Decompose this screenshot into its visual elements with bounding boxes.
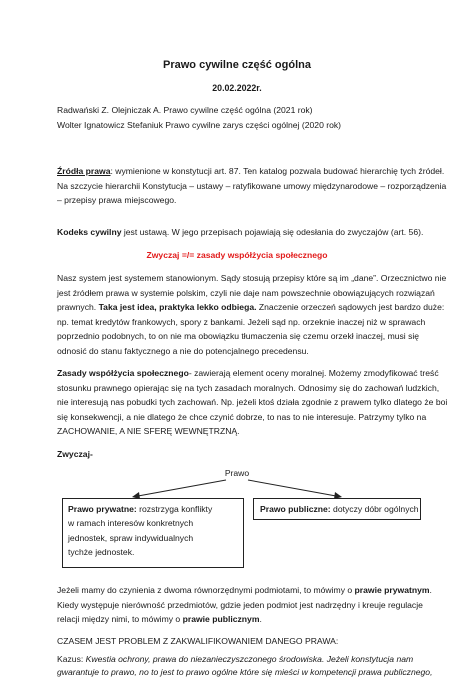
- zasady-line-2: stosunku prawnego opierając się na tych zasadach moralnych. Odnosimy się do zachowań ludzkich,: [57, 383, 440, 393]
- kazus-text-1: Kwestia ochrony, prawa do niezanieczyszczonego środowiska. Jeżeli konstytucja nam: [85, 654, 414, 664]
- precedent-line-3-post: Znaczenie orzeczeń sądowych jest bardzo duże:: [256, 302, 445, 312]
- precedent-line-2: jest źródłem prawa w systemie polskim, czyli nie daje nam powszechnie obowiązujących rozwiązań: [57, 288, 435, 298]
- zwyczaj-rule: Zwyczaj =/= zasady współżycia społecznego: [146, 250, 328, 260]
- pp-line-3-post: .: [259, 614, 262, 624]
- precedent-emphasis: Taka jest idea, praktyka lekko odbiega.: [98, 302, 257, 312]
- pp-line-3-pre: relacji między nimi, to mówimy o: [57, 614, 183, 624]
- document-date: 20.02.2022r.: [212, 83, 262, 93]
- private-public-line-2: Kiedy występuje nierówność przedmiotów, gdzie jeden podmiot jest nadrzędny i kreuje regulacje: [57, 600, 423, 610]
- private-law-line-3: jednostek, spraw indywidualnych: [68, 533, 194, 543]
- precedent-line-1: Nasz system jest systemem stanowionym. Sądy stosują przepisy które są im „dane”. Orzecznictwo nie: [57, 273, 447, 283]
- reference-2: Wolter Ignatowicz Stefaniuk Prawo cywilne zarys części ogólnej (2020 rok): [57, 120, 342, 130]
- zwyczaj-heading: Zwyczaj-: [57, 449, 93, 459]
- zasady-line-5: ZACHOWANIE, A NIE SFERĘ WEWNĘTRZNĄ.: [57, 426, 240, 436]
- public-law-text: dotyczy dóbr ogólnych: [330, 504, 419, 514]
- private-law-line-4: tychże jednostek.: [68, 547, 135, 557]
- kazus-label: Kazus:: [57, 654, 86, 664]
- kodeks-text: jest ustawą. W jego przepisach pojawiają się odesłania do zwyczajów (art. 56).: [121, 227, 424, 237]
- private-public-line-3: [57, 612, 262, 627]
- private-law-label: Prawo prywatne:: [68, 504, 137, 514]
- private-law-line-2: w ramach interesów konkretnych: [68, 518, 194, 528]
- zasady-label: Zasady współżycia społecznego: [57, 368, 189, 378]
- precedent-line-6: odnosić do stanu faktycznego a nie do potencjalnego precedensu.: [57, 346, 309, 356]
- pp-line-1-post: .: [429, 585, 432, 595]
- arrow-to-private: [138, 480, 226, 496]
- private-law-text-1: rozstrzyga konflikty: [136, 504, 213, 514]
- zasady-line-4: się konsekwencji, a nie dlatego że chce czynić dobrze, to nas to nie interesuje. Patrzymy tylko na: [57, 412, 427, 422]
- public-law-label: Prawo publiczne:: [260, 504, 331, 514]
- private-law-line-1: [68, 502, 212, 517]
- sources-text: : wymienione w konstytucji art. 87. Ten katalog pozwala budować hierarchię tych źródeł.: [110, 166, 445, 176]
- zasady-line-3: nie interesują nas pobudki tych zachowań. Np. jeżeli ktoś działa zgodnie z prawem tylko dlatego że boi: [57, 397, 448, 407]
- caps-heading: CZASEM JEST PROBLEM Z ZAKWALIFIKOWANIEM DANEGO PRAWA:: [57, 636, 339, 646]
- kodeks-label: Kodeks cywilny: [57, 227, 122, 237]
- term-private-law: prawie prywatnym: [354, 585, 430, 595]
- precedent-line-3-pre: prawnych.: [57, 302, 99, 312]
- public-law-line: [260, 502, 419, 517]
- diagram-root-label: Prawo: [224, 468, 250, 478]
- document-title: Prawo cywilne część ogólna: [163, 59, 311, 71]
- zasady-text: - zawierają element oceny moralnej. Możemy zmodyfikować treść: [188, 368, 439, 378]
- arrow-to-public: [248, 480, 336, 496]
- reference-1: Radwański Z. Olejniczak A. Prawo cywilne część ogólna (2021 rok): [57, 105, 313, 115]
- kazus-line-2: gwarantuje to prawo, no to jest to prawo ogólne które się mieści w kompetencji prawa publicznego,: [57, 667, 433, 677]
- sources-line-3: – przepisy prawa miejscowego.: [57, 195, 177, 205]
- precedent-line-4: np. temat kredytów frankowych, spory z bankami. Jeżeli sąd np. orzeknie inaczej niż w sprawach: [57, 317, 426, 327]
- sources-label: Źródła prawa: [57, 166, 111, 176]
- pp-line-1-pre: Jeżeli mamy do czynienia z dwoma równorzędnymi podmiotami, to mówimy o: [57, 585, 355, 595]
- precedent-line-5: poprzednio podobnych, to on nie ma obowiązku tłumaczenia się czemu orzekł inaczej, musi się: [57, 331, 420, 341]
- private-public-line-1: [57, 583, 432, 598]
- sources-line-2: Na szczycie hierarchii Konstytucja – ustawy – ratyfikowane umowy międzynarodowe – rozporządzenia: [57, 181, 447, 191]
- term-public-law: prawie publicznym: [182, 614, 260, 624]
